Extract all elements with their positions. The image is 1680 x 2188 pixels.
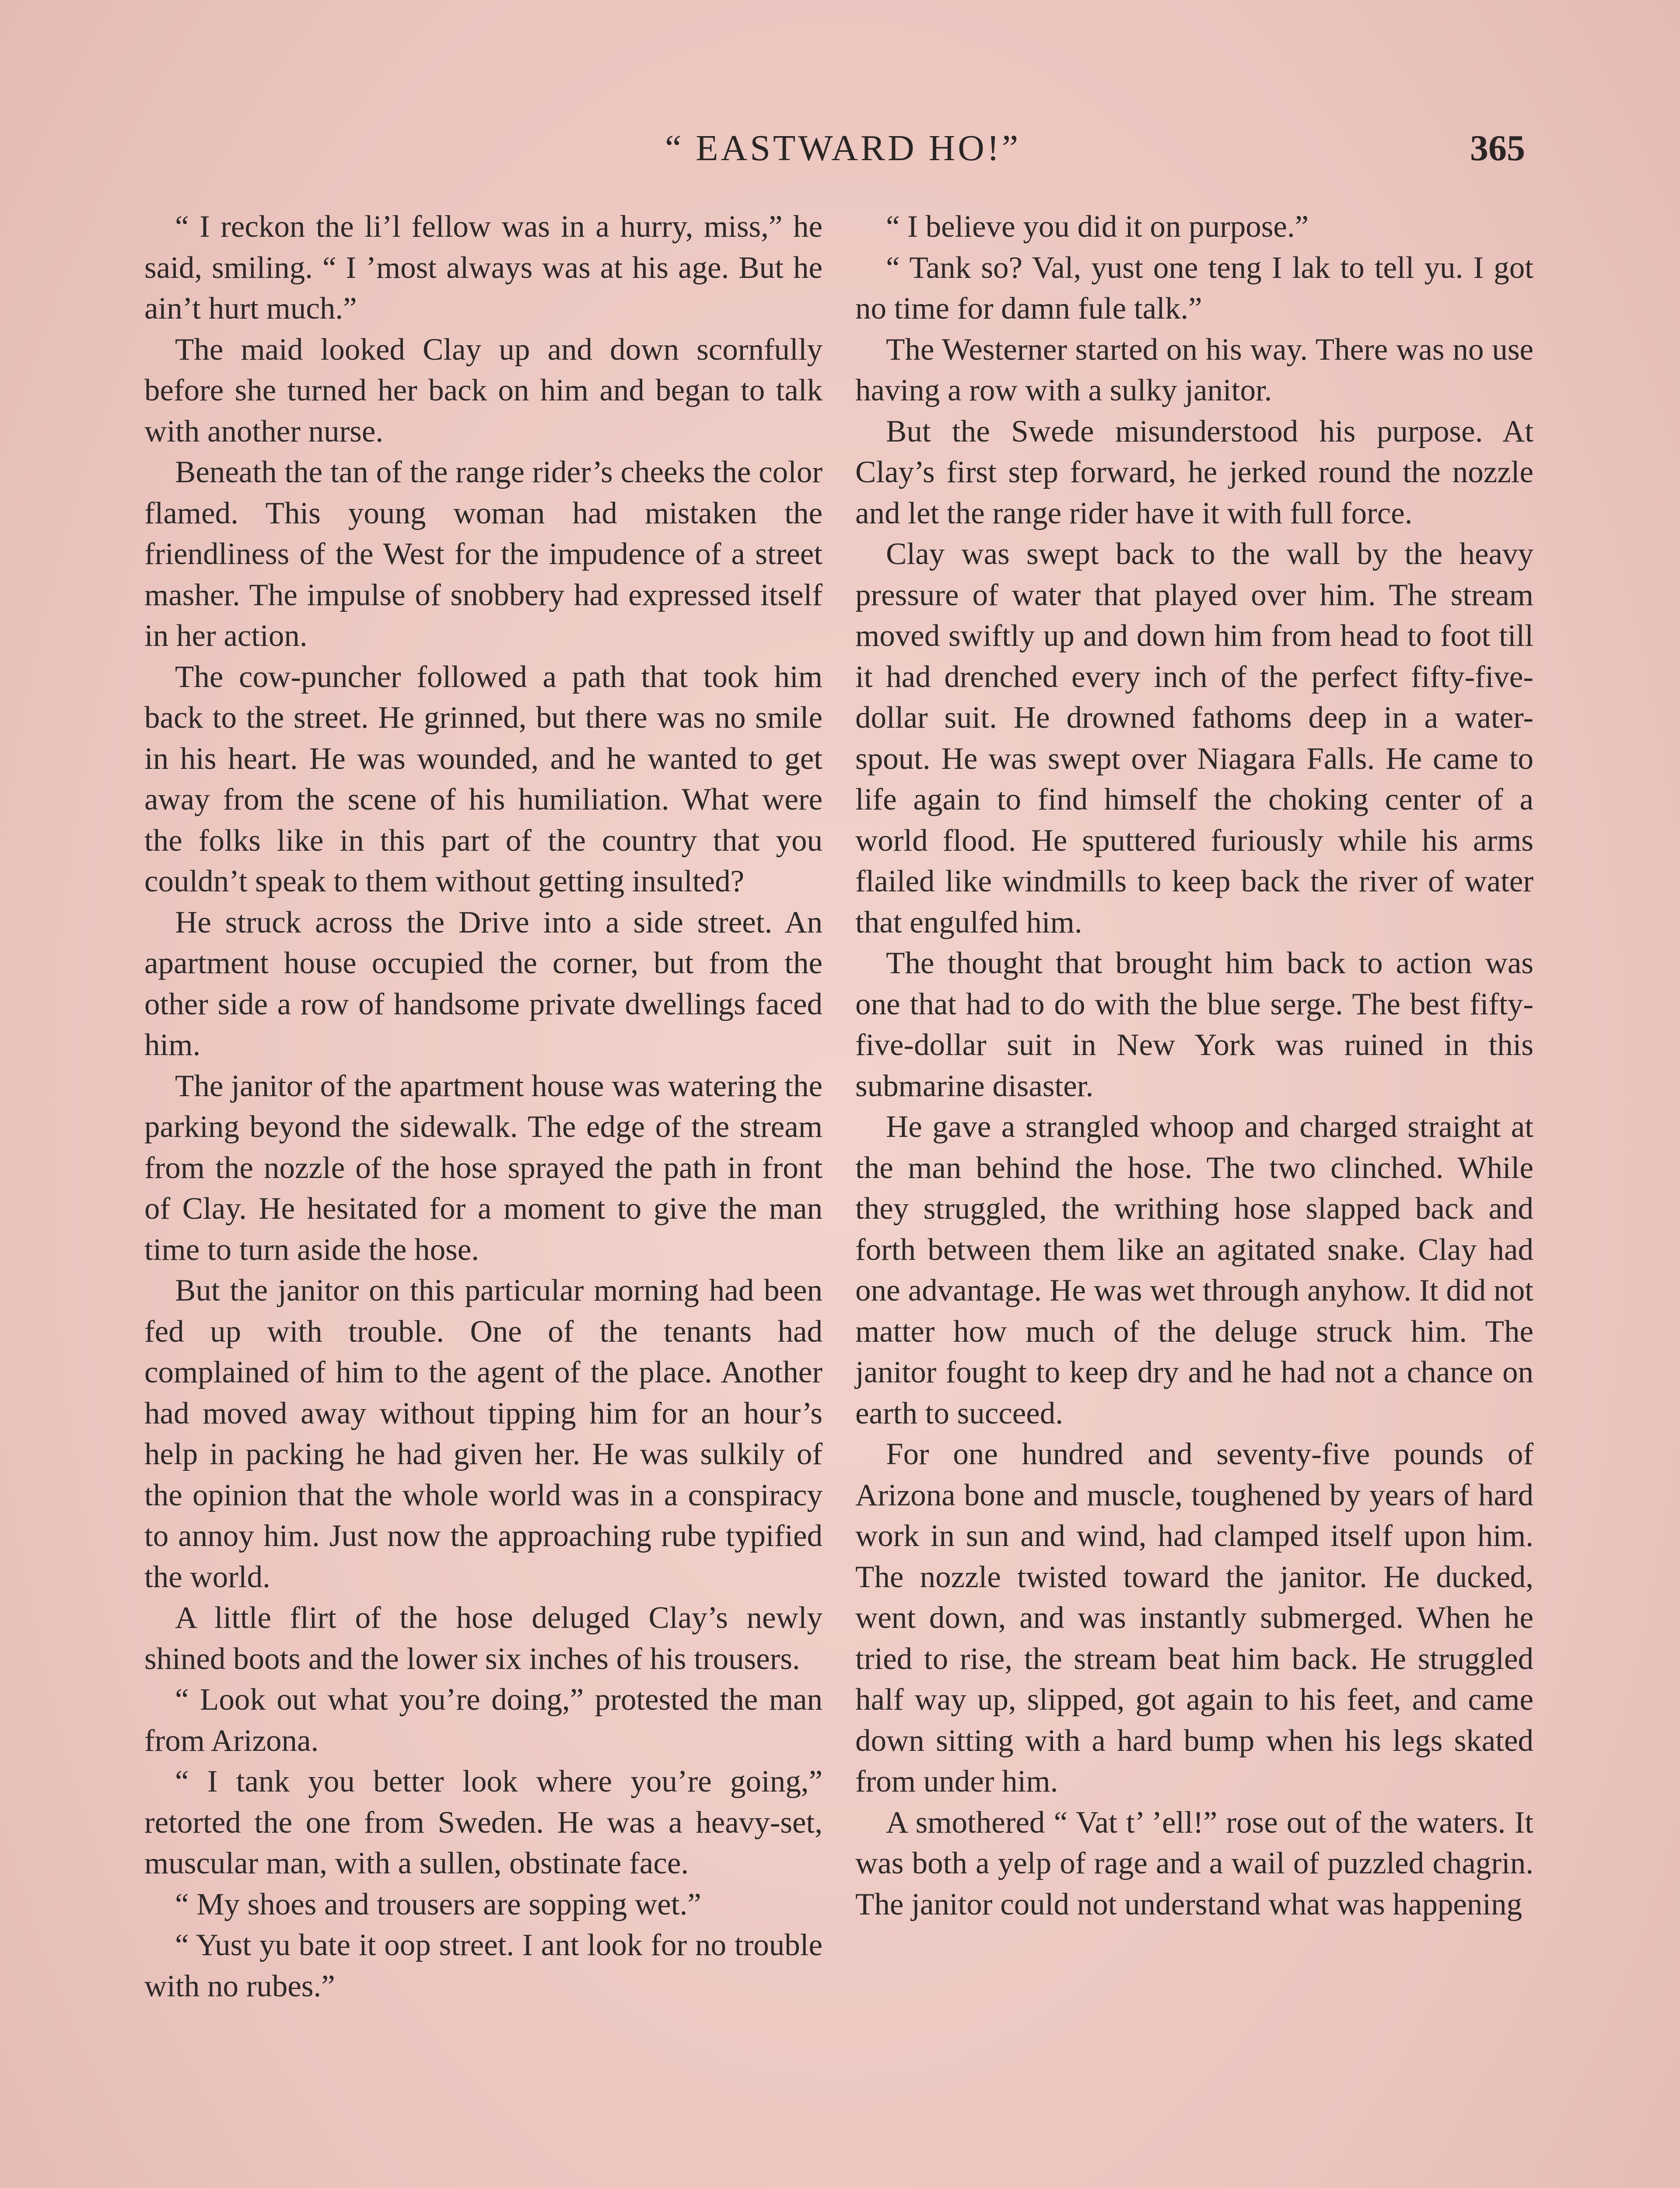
- paragraph: “ Tank so? Val, yust one teng I lak to tell yu. I got no time for damn fule talk.”: [855, 250, 1533, 326]
- paragraph: A smothered “ Vat t’ ’ell!” rose out of the waters. It was both a yelp of rage and a wail of puzzled chagrin. The janitor could not understand what was happening: [855, 1805, 1533, 1922]
- paragraph: “ Look out what you’re doing,” protested the man from Arizona.: [144, 1683, 822, 1758]
- paragraph: The thought that brought him back to action was one that had to do with the blue serge. The best fifty-five-dollar suit in New York was ruined in this submarine disaster.: [855, 946, 1533, 1103]
- paragraph: “ My shoes and trousers are sopping wet.”: [175, 1887, 701, 1922]
- paragraph: “ I believe you did it on purpose.”: [886, 210, 1309, 244]
- running-head: “ EASTWARD HO!”: [665, 128, 1021, 168]
- paragraph: “ I tank you better look where you’re going,” retorted the one from Sweden. He was a heavy-set, muscular man, with a sullen, obstinate face.: [144, 1764, 822, 1880]
- paragraph: For one hundred and seventy-five pounds of Arizona bone and muscle, toughened by years of hard work in sun and wind, had clamped itself upon him. The nozzle twisted toward the janitor. He ducked, went down, and was instantly submerged. When he tried to rise, the stream beat him back. He struggled half way up, slipped, got again to his feet, and came down sitting with a hard bump when his legs skated from under him.: [855, 1437, 1533, 1799]
- paragraph: “ Yust yu bate it oop street. I ant look for no trouble with no rubes.”: [144, 1928, 822, 2003]
- paragraph: The Westerner started on his way. There was no use having a row with a sulky janitor.: [855, 332, 1533, 407]
- paragraph: But the janitor on this particular morning had been fed up with trouble. One of the tenants had complained of him to the agent of the place. Another had moved away without tipping him for an hour’s help in packing he had given her. He was sulkily of the opinion that the whole world was in a conspiracy to annoy him. Just now the approaching rube typified the world.: [144, 1273, 822, 1594]
- paragraph: “ I reckon the li’l fellow was in a hurry, miss,” he said, smiling. “ I ’most always was at his age. But he ain’t hurt much.”: [144, 210, 822, 326]
- paragraph: A little flirt of the hose deluged Clay’s newly shined boots and the lower six inches of his trousers.: [144, 1601, 822, 1676]
- paragraph: The maid looked Clay up and down scornfully before she turned her back on him and began to talk with another nurse.: [144, 332, 822, 449]
- page-header: [0, 127, 1680, 179]
- paragraph: But the Swede misunderstood his purpose. At Clay’s first step forward, he jerked round the nozzle and let the range rider have it with full force.: [855, 414, 1533, 530]
- paragraph: Beneath the tan of the range rider’s cheeks the color flamed. This young woman had mistaken the friendliness of the West for the impudence of a street masher. The impulse of snobbery had expressed itself in her action.: [144, 455, 822, 653]
- paragraph: He gave a strangled whoop and charged straight at the man behind the hose. The two clinched. While they struggled, the writhing hose slapped back and forth between them like an agitated snake. Clay had one advantage. He was wet through anyhow. It did not matter how much of the deluge struck him. The janitor fought to keep dry and he had not a chance on earth to succeed.: [855, 1110, 1533, 1431]
- left-column: [144, 207, 822, 2007]
- right-column: [855, 207, 1533, 1925]
- paragraph: The janitor of the apartment house was watering the parking beyond the sidewalk. The edge of the stream from the nozzle of the hose sprayed the path in front of Clay. He hesitated for a moment to give the man time to turn aside the hose.: [144, 1069, 822, 1267]
- paragraph: Clay was swept back to the wall by the heavy pressure of water that played over him. The stream moved swiftly up and down him from head to foot till it had drenched every inch of the perfect fifty-five-dollar suit. He drowned fathoms deep in a water-spout. He was swept over Niagara Falls. He came to life again to find himself the choking center of a world flood. He sputtered furiously while his arms flailed like windmills to keep back the river of water that engulfed him.: [855, 537, 1533, 940]
- paragraph: The cow-puncher followed a path that took him back to the street. He grinned, but there was no smile in his heart. He was wounded, and he wanted to get away from the scene of his humiliation. What were the folks like in this part of the country that you couldn’t speak to them without getting insulted?: [144, 659, 822, 898]
- paragraph: He struck across the Drive into a side street. An apartment house occupied the corner, but from the other side a row of handsome private dwellings faced him.: [144, 905, 822, 1062]
- page-number: 365: [1470, 128, 1525, 168]
